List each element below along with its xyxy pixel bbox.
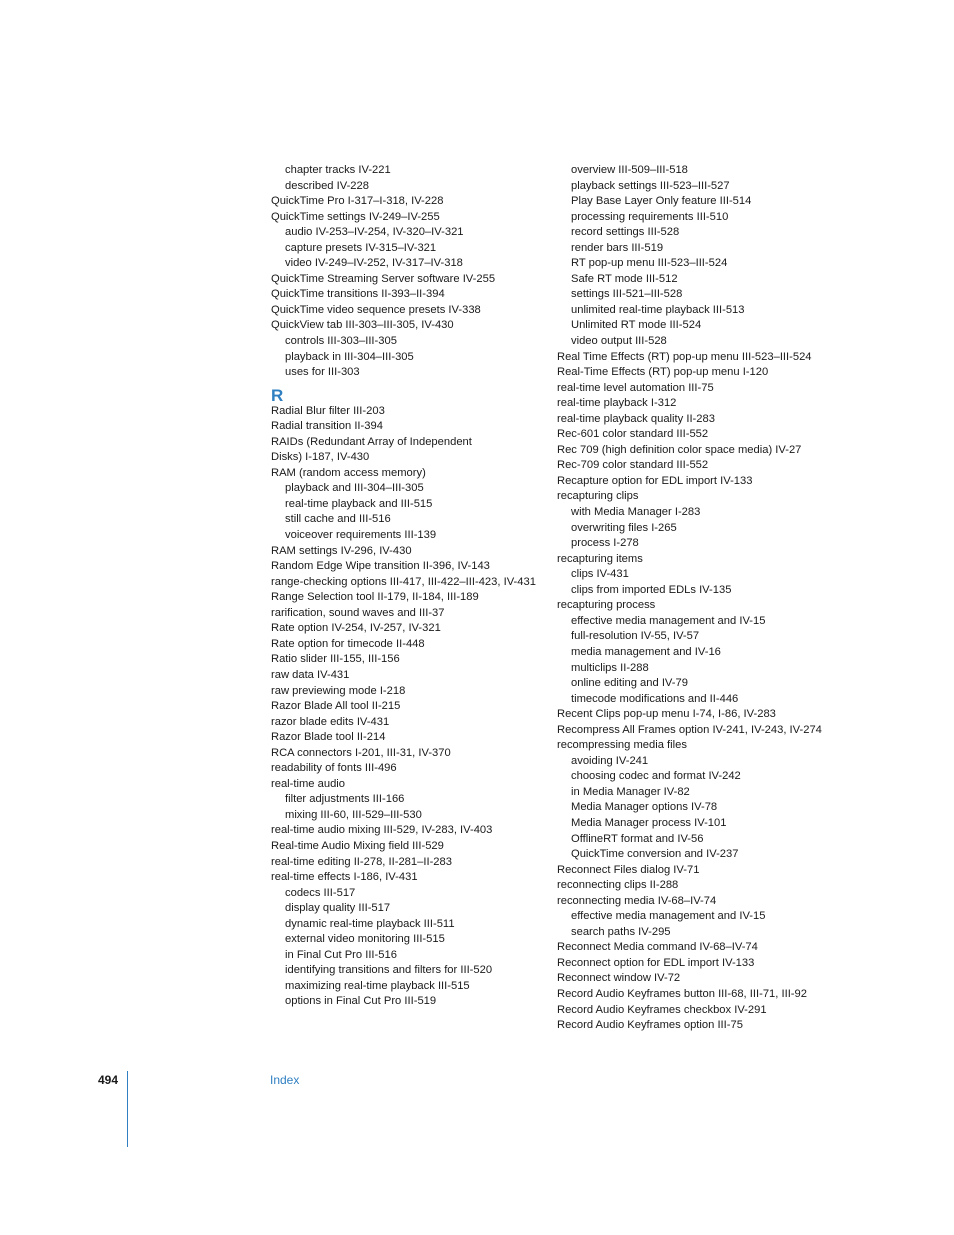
index-subentry: voiceover requirements III-139 — [285, 529, 437, 542]
index-subentry: effective media management and IV-15 — [571, 910, 766, 923]
index-entry: RCA connectors I-201, III-31, IV-370 — [271, 746, 451, 759]
index-entry: Recapture option for EDL import IV-133 — [557, 474, 753, 487]
index-subentry: display quality III-517 — [285, 902, 391, 915]
index-subentry: multiclips II-288 — [571, 661, 649, 674]
footer-section-label: Index — [270, 1073, 300, 1087]
index-entry: RAM settings IV-296, IV-430 — [271, 544, 412, 557]
index-subentry: video IV-249–IV-252, IV-317–IV-318 — [285, 257, 463, 270]
index-entry: QuickTime settings IV-249–IV-255 — [271, 210, 440, 223]
index-subentry: search paths IV-295 — [571, 925, 671, 938]
index-entry: Radial transition II-394 — [271, 420, 383, 433]
index-entry: real-time playback I-312 — [557, 397, 677, 410]
index-subentry: playback in III-304–III-305 — [285, 350, 414, 363]
index-entry: reconnecting clips II-288 — [557, 879, 679, 892]
index-subentry: capture presets IV-315–IV-321 — [285, 241, 437, 254]
index-entry: Record Audio Keyframes checkbox IV-291 — [557, 1003, 767, 1016]
index-subentry: online editing and IV-79 — [571, 677, 688, 690]
index-entry: Reconnect Files dialog IV-71 — [557, 863, 700, 876]
index-subentry: with Media Manager I-283 — [571, 506, 701, 519]
index-entry: recapturing clips — [557, 490, 639, 503]
index-subentry: dynamic real-time playback III-511 — [285, 917, 455, 930]
index-entry: Rec-601 color standard III-552 — [557, 428, 709, 441]
index-subentry: OfflineRT format and IV-56 — [571, 832, 704, 845]
index-entry: razor blade edits IV-431 — [271, 715, 390, 728]
index-entry: RAIDs (Redundant Array of Independent Disks) I-187, IV-430 — [271, 435, 472, 464]
index-subentry: still cache and III-516 — [285, 513, 391, 526]
index-subentry: Play Base Layer Only feature III-514 — [571, 195, 752, 208]
index-subentry: QuickTime conversion and IV-237 — [571, 848, 739, 861]
index-subentry: Media Manager process IV-101 — [571, 816, 727, 829]
index-entry: real-time audio mixing III-529, IV-283, IV-403 — [271, 824, 493, 837]
index-subentry: render bars III-519 — [571, 241, 664, 254]
index-entry: Reconnect Media command IV-68–IV-74 — [557, 941, 758, 954]
index-subentry: in Media Manager IV-82 — [571, 785, 690, 798]
index-entry: Record Audio Keyframes option III-75 — [557, 1019, 743, 1032]
index-entry: QuickTime Pro I-317–I-318, IV-228 — [271, 195, 444, 208]
index-subentry: avoiding IV-241 — [571, 754, 649, 767]
index-subentry: RT pop-up menu III-523–III-524 — [571, 257, 728, 270]
index-entry: rarification, sound waves and III-37 — [271, 606, 445, 619]
index-subentry: in Final Cut Pro III-516 — [285, 948, 397, 961]
index-subentry: codecs III-517 — [285, 886, 356, 899]
index-entry: raw previewing mode I-218 — [271, 684, 406, 697]
index-entry: RAM (random access memory) — [271, 466, 426, 479]
index-entry: real-time playback quality II-283 — [557, 412, 715, 425]
index-subentry: uses for III-303 — [285, 366, 360, 379]
index-entry: recompressing media files — [557, 739, 687, 752]
index-subentry: overview III-509–III-518 — [571, 164, 688, 176]
page-number: 494 — [98, 1073, 119, 1087]
index-entry: readability of fonts III-496 — [271, 762, 397, 775]
index-entry: Random Edge Wipe transition II-396, IV-143 — [271, 560, 490, 573]
index-subentry: external video monitoring III-515 — [285, 933, 445, 946]
index-subentry: described IV-228 — [285, 179, 369, 192]
index-entry: Real Time Effects (RT) pop-up menu III-523–III-524 — [557, 350, 812, 363]
index-subentry: Safe RT mode III-512 — [571, 272, 678, 285]
index-entry: Recompress All Frames option IV-241, IV-243, IV-274 — [557, 723, 822, 736]
index-subentry: choosing codec and format IV-242 — [571, 770, 741, 783]
index-entry: Rec-709 color standard III-552 — [557, 459, 709, 472]
index-entry: reconnecting media IV-68–IV-74 — [557, 894, 717, 907]
index-subentry: record settings III-528 — [571, 226, 680, 239]
index-entry: QuickTime video sequence presets IV-338 — [271, 303, 481, 316]
index-subentry: options in Final Cut Pro III-519 — [285, 995, 437, 1008]
footer-divider — [127, 1071, 128, 1147]
index-entry: QuickView tab III-303–III-305, IV-430 — [271, 319, 454, 332]
index-subentry: clips IV-431 — [571, 568, 629, 581]
index-subentry: process I-278 — [571, 537, 639, 550]
index-subentry: clips from imported EDLs IV-135 — [571, 583, 732, 596]
index-subentry: video output III-528 — [571, 335, 667, 348]
index-subentry: effective media management and IV-15 — [571, 614, 766, 627]
index-subentry: chapter tracks IV-221 — [285, 164, 391, 176]
index-subentry: maximizing real-time playback III-515 — [285, 979, 470, 992]
index-entry: real-time audio — [271, 777, 345, 790]
index-entry: Ratio slider III-155, III-156 — [271, 653, 400, 666]
index-entry: Rec 709 (high definition color space media) IV-27 — [557, 443, 802, 456]
index-entry: QuickTime Streaming Server software IV-255 — [271, 272, 496, 285]
index-entry: Rate option IV-254, IV-257, IV-321 — [271, 622, 441, 635]
index-subentry: playback and III-304–III-305 — [285, 482, 424, 495]
index-entry: raw data IV-431 — [271, 668, 350, 681]
index-entry: Range Selection tool II-179, II-184, III-189 — [271, 591, 479, 604]
index-entry: recapturing process — [557, 599, 656, 612]
index-entry: Reconnect option for EDL import IV-133 — [557, 956, 755, 969]
index-entry: recapturing items — [557, 552, 643, 565]
index-entry: Record Audio Keyframes button III-68, III-71, III-92 — [557, 987, 807, 1000]
index-entry: Radial Blur filter III-203 — [271, 404, 385, 417]
index-subentry: identifying transitions and filters for III-520 — [285, 964, 493, 977]
index-subentry: real-time playback and III-515 — [285, 497, 433, 510]
index-section-letter: R — [271, 385, 284, 405]
index-subentry: full-resolution IV-55, IV-57 — [571, 630, 700, 643]
index-subentry: processing requirements III-510 — [571, 210, 729, 223]
index-entry: Rate option for timecode II-448 — [271, 637, 425, 650]
index-column-right — [557, 163, 857, 1034]
index-entry: Razor Blade All tool II-215 — [271, 700, 401, 713]
index-entry: Razor Blade tool II-214 — [271, 731, 386, 744]
index-subentry: overwriting files I-265 — [571, 521, 677, 534]
index-subentry: mixing III-60, III-529–III-530 — [285, 808, 422, 821]
index-subentry: audio IV-253–IV-254, IV-320–IV-321 — [285, 226, 464, 239]
index-subentry: playback settings III-523–III-527 — [571, 179, 730, 192]
index-subentry: filter adjustments III-166 — [285, 793, 405, 806]
index-entry: real-time effects I-186, IV-431 — [271, 871, 418, 884]
index-entry: QuickTime transitions II-393–II-394 — [271, 288, 445, 301]
index-entry: range-checking options III-417, III-422–III-423, IV-431 — [271, 575, 536, 588]
index-subentry: media management and IV-16 — [571, 645, 721, 658]
index-subentry: timecode modifications and II-446 — [571, 692, 739, 705]
index-entry: real-time level automation III-75 — [557, 381, 714, 394]
index-subentry: Media Manager options IV-78 — [571, 801, 718, 814]
index-entry: Real-time Audio Mixing field III-529 — [271, 839, 444, 852]
index-subentry: Unlimited RT mode III-524 — [571, 319, 702, 332]
index-entry: real-time editing II-278, II-281–II-283 — [271, 855, 452, 868]
index-subentry: settings III-521–III-528 — [571, 288, 683, 301]
index-subentry: unlimited real-time playback III-513 — [571, 303, 745, 316]
index-subentry: controls III-303–III-305 — [285, 335, 397, 348]
index-entry: Reconnect window IV-72 — [557, 972, 681, 985]
index-entry: Real-Time Effects (RT) pop-up menu I-120 — [557, 366, 769, 379]
index-entry: Recent Clips pop-up menu I-74, I-86, IV-283 — [557, 708, 776, 721]
index-column-left — [271, 163, 561, 1010]
